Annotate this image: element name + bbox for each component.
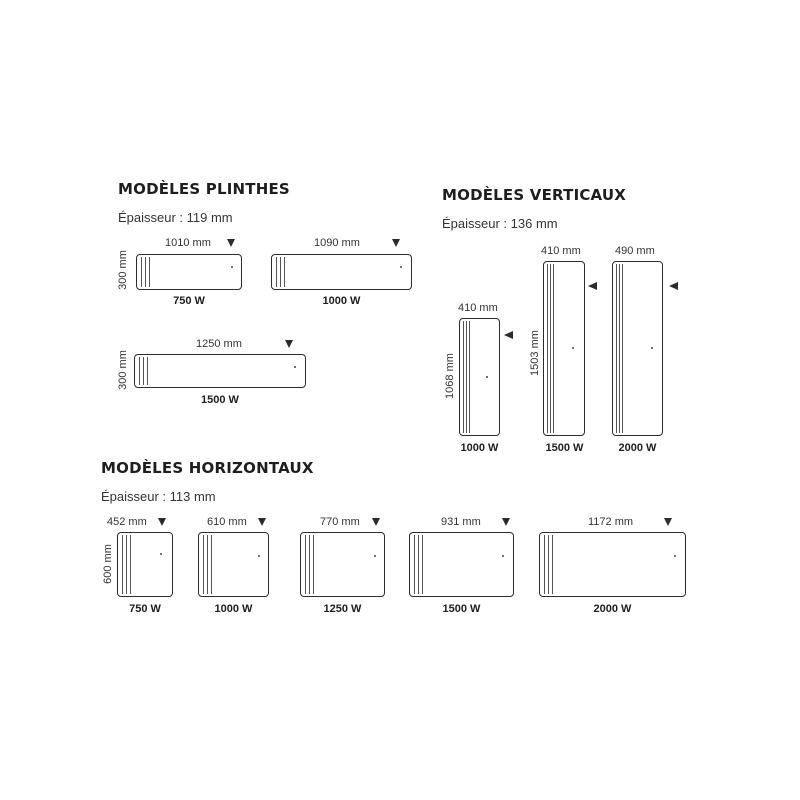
verticaux-title: MODÈLES VERTICAUX — [442, 186, 627, 204]
arrow-down-icon — [392, 239, 400, 247]
power-label: 1500 W — [442, 603, 481, 615]
arrow-left-icon — [588, 282, 597, 290]
vertical-unit — [543, 261, 585, 436]
arrow-down-icon — [285, 340, 293, 348]
width-label: 770 mm — [320, 516, 360, 528]
power-label: 1000 W — [460, 442, 499, 454]
power-label: 1000 W — [214, 603, 253, 615]
verticaux-epaisseur: Épaisseur : 136 mm — [442, 216, 558, 231]
power-label: 1500 W — [201, 394, 239, 406]
power-label: 1500 W — [545, 442, 584, 454]
width-label: 1250 mm — [196, 338, 242, 350]
arrow-down-icon — [372, 518, 380, 526]
arrow-down-icon — [227, 239, 235, 247]
horizontaux-epaisseur: Épaisseur : 113 mm — [101, 489, 216, 504]
control-dot — [294, 366, 296, 368]
control-dot — [486, 376, 488, 378]
horizontal-unit — [409, 532, 514, 597]
arrow-down-icon — [664, 518, 672, 526]
height-label: 300 mm — [117, 250, 129, 290]
control-dot — [374, 555, 376, 557]
width-label: 410 mm — [458, 302, 498, 314]
power-label: 1250 W — [323, 603, 362, 615]
power-label: 2000 W — [618, 442, 657, 454]
width-label: 452 mm — [107, 516, 147, 528]
width-label: 1010 mm — [165, 237, 211, 249]
vertical-unit — [459, 318, 500, 436]
control-dot — [502, 555, 504, 557]
width-label: 490 mm — [615, 245, 655, 257]
arrow-down-icon — [502, 518, 510, 526]
control-dot — [231, 266, 233, 268]
control-dot — [572, 347, 574, 349]
power-label: 1000 W — [322, 295, 361, 307]
control-dot — [400, 266, 402, 268]
plinthes-title: MODÈLES PLINTHES — [118, 180, 290, 198]
width-label: 410 mm — [541, 245, 581, 257]
power-label: 2000 W — [593, 603, 632, 615]
arrow-down-icon — [158, 518, 166, 526]
power-label: 750 W — [129, 603, 161, 615]
height-label: 1503 mm — [529, 330, 541, 376]
width-label: 610 mm — [207, 516, 247, 528]
horizontal-unit — [300, 532, 385, 597]
control-dot — [674, 555, 676, 557]
arrow-down-icon — [258, 518, 266, 526]
height-label: 600 mm — [102, 544, 114, 584]
control-dot — [651, 347, 653, 349]
width-label: 1090 mm — [314, 237, 360, 249]
horizontal-unit — [539, 532, 686, 597]
plinthe-unit — [134, 354, 306, 388]
control-dot — [160, 553, 162, 555]
height-label: 300 mm — [117, 350, 129, 390]
plinthe-unit — [271, 254, 412, 290]
width-label: 931 mm — [441, 516, 481, 528]
arrow-left-icon — [504, 331, 513, 339]
horizontal-unit — [198, 532, 269, 597]
arrow-left-icon — [669, 282, 678, 290]
control-dot — [258, 555, 260, 557]
plinthes-epaisseur: Épaisseur : 119 mm — [118, 210, 233, 225]
plinthe-unit — [136, 254, 242, 290]
height-label: 1068 mm — [444, 353, 456, 399]
width-label: 1172 mm — [588, 516, 634, 528]
horizontal-unit — [117, 532, 173, 597]
vertical-unit — [612, 261, 663, 436]
horizontaux-title: MODÈLES HORIZONTAUX — [101, 459, 314, 477]
power-label: 750 W — [173, 295, 205, 307]
